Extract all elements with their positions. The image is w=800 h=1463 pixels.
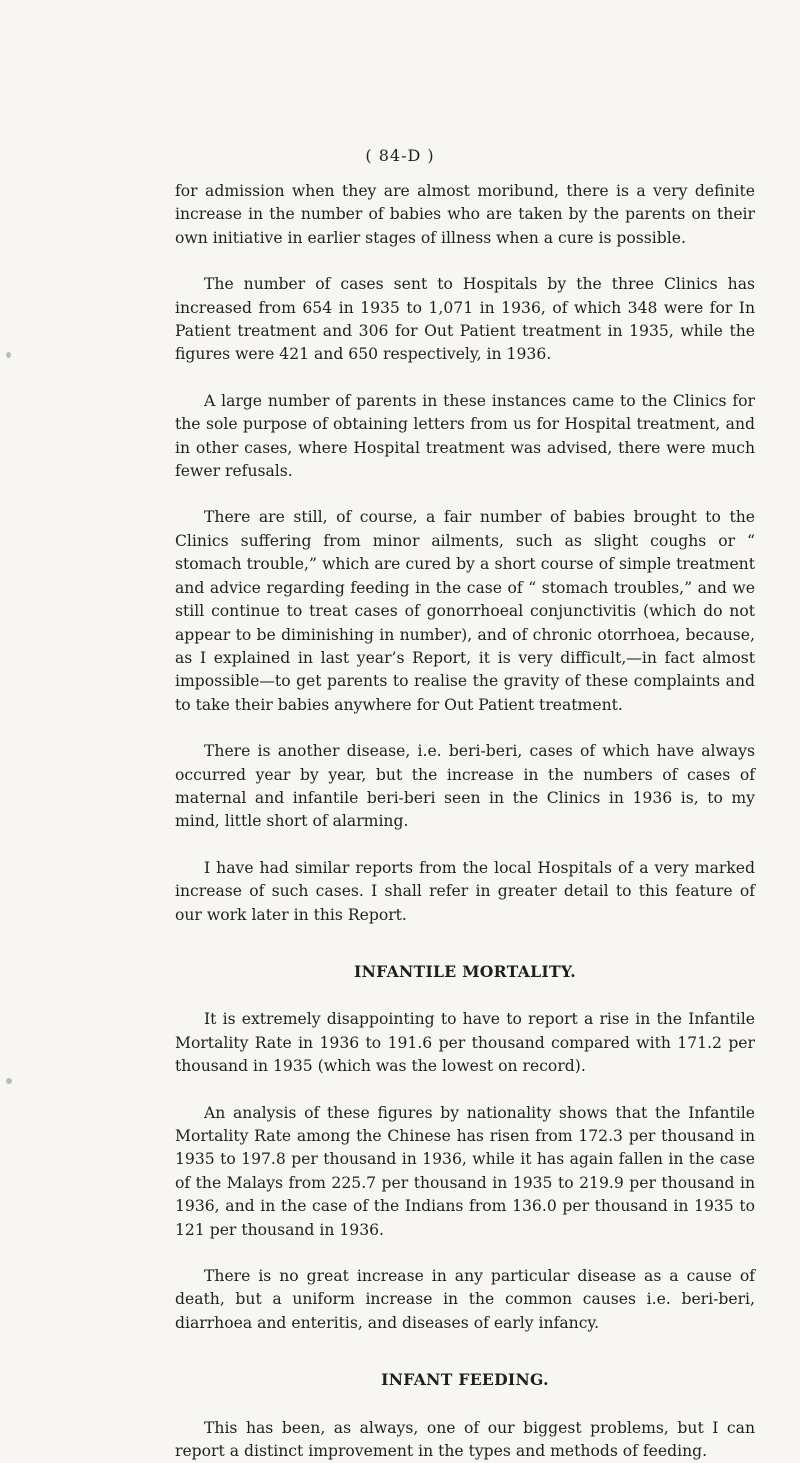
paragraph-hospital-cases: The number of cases sent to Hospitals by the three Clinics has increased from 654 in 1935 to 1,071 in 1936, of which 348 were for In Patient treatment and 306 for Out Patient treatment in 1935, while the figures were 421 and 650 respectively, in 1936.	[175, 275, 755, 364]
paragraph-beri-beri: There is another disease, i.e. beri-beri, cases of which have always occurred year by year, but the increase in the numbers of cases of maternal and infantile beri-beri seen in the Clinics in 1936 is, to my mind, little short of alarming.	[175, 742, 755, 831]
paragraph-continuation: for admission when they are almost moribund, there is a very definite increase in the number of babies who are taken by the parents on their own initiative in earlier stages of illness when a cure is possible.	[175, 182, 755, 247]
paragraph-feeding: This has been, as always, one of our biggest problems, but I can report a distinct improvement in the types and methods of feeding.	[175, 1418, 755, 1461]
paragraph-minor-ailments: There are still, of course, a fair number of babies brought to the Clinics suffering from minor ailments, such as slight coughs or “ stomach trouble,” which are cured by a short course of simple treatment and advice regarding feeding in the case of “ stomach troubles,” and we still continue to treat cases of gonorrhoeal conjunctivitis (which do not appear to be diminishing in number), and of chronic otorrhoea, because, as I explained in last year’s Report, it is very difficult,—in fact almost impossible—to get parents to realise the gravity of these complaints and to take their babies anywhere for Out Patient treatment.	[175, 508, 755, 714]
paragraph-mortality-causes: There is no great increase in any particular disease as a cause of death, but a uniform increase in the common causes i.e. beri-beri, diarrhoea and enteritis, and diseases of early infancy.	[175, 1267, 755, 1332]
document-body	[175, 180, 755, 1463]
section-heading-infantile-mortality: INFANTILE MORTALITY.	[353, 961, 577, 981]
section-heading-infant-feeding: INFANT FEEDING.	[381, 1370, 549, 1390]
paragraph-hospital-reports: I have had similar reports from the local Hospitals of a very marked increase of such cases. I shall refer in greater detail to this feature of our work later in this Report.	[175, 858, 755, 924]
page-number: ( 84-D )	[365, 146, 435, 165]
paragraph-mortality-nationality: An analysis of these figures by nationality shows that the Infantile Mortality Rate among the Chinese has risen from 172.3 per thousand in 1935 to 197.8 per thousand in 1936, while it has again fallen in the case of the Malays from 225.7 per thousand in 1935 to 219.9 per thousand in 1936, and in the case of the Indians from 136.0 per thousand in 1935 to 121 per thousand in 1936.	[175, 1103, 755, 1239]
paragraph-mortality-rise: It is extremely disappointing to have to report a rise in the Infantile Mortality Rate in 1936 to 191.6 per thousand compared with 171.2 per thousand in 1935 (which was the lowest on record).	[175, 1010, 755, 1076]
paragraph-hospital-letters: A large number of parents in these instances came to the Clinics for the sole purpose of obtaining letters from us for Hospital treatment, and in other cases, where Hospital treatment was advised, there were much fewer refusals.	[175, 391, 755, 481]
scan-speck	[6, 352, 11, 358]
scan-speck	[6, 1078, 12, 1084]
